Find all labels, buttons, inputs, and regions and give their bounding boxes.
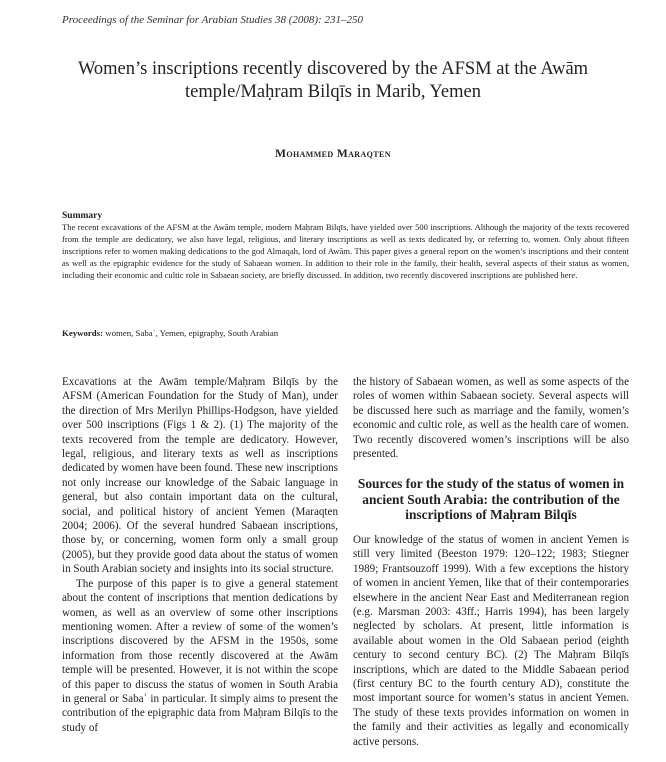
body-paragraph: The purpose of this paper is to give a general statement about the content of inscriptions that mention dedications by women, as well as an overview of some other inscriptions mentioning women. After a review of some of the women’s inscriptions discovered by the AFSM in the 1950s, some information from those recently discovered at the Awām temple will be presented. However, it is not within the scope of this paper to discuss the status of women in South Arabia in general or Sabaʾ in particular. It simply aims to present the contribution of the epigraphic data from Maḥram Bilqīs to the study of xyxy=(62,577,338,734)
body-column-left xyxy=(62,375,338,735)
body-paragraph: Excavations at the Awām temple/Maḥram Bilqīs by the AFSM (American Foundation for the Study of Man), under the direction of Mrs Merilyn Phillips-Hodgson, have yielded over 500 inscriptions (Figs 1 & 2). (1) The majority of the texts recovered from the temple are dedicatory. However, legal, religious, and literary texts as well as inscriptions dedicated by women have been found. These new inscriptions not only increase our knowledge of the Sabaic language in general, but also contain important data on the cultural, social, and political history of ancient Yemen (Maraqten 2004; 2006). Of the several hundred Sabaean inscriptions, those by, or concerning, women form only a small group (2005), but they provide good data about the status of women in South Arabian society and insights into its social structure. xyxy=(62,376,338,576)
body-paragraph: Our knowledge of the status of women in ancient Yemen is still very limited (Beeston 1979: 120–122; 1983; Stiegner 1989; Frantsouzoff 1999). With a few exceptions the history of women in ancient Yemen, like that of their contemporaries elsewhere in the ancient Near East and Mediterranean region (e.g. Marsman 2003: 43ff.; Harris 1994), has been largely neglected by scholars. At present, little information is available about women in the Old Sabaean period (eighth century to second century BC). (2) The Maḥram Bilqīs inscriptions, which are dated to the Middle Sabaean period (first century BC to the fourth century AD), constitute the most important source for women’s status in ancient Yemen. The study of these texts provides information on women in the family and their activities as legally and economically active persons. xyxy=(353,533,629,748)
article-title: Women’s inscriptions recently discovered by the AFSM at the Awām temple/Maḥram Bilqīs in Marib, Yemen xyxy=(77,59,589,102)
running-head: Proceedings of the Seminar for Arabian Studies 38 (2008): 231–250 xyxy=(62,14,363,26)
body-paragraph: the history of Sabaean women, as well as some aspects of the roles of women within Sabaean society. Several aspects will be discussed here such as marriage and the family, women’s economic and cultic role, as well as the health care of women. Two recently discovered women’s inscriptions will be also presented. xyxy=(353,376,629,461)
summary-block xyxy=(62,210,629,282)
keywords-line xyxy=(62,328,629,338)
summary-text: The recent excavations of the AFSM at the Awām temple, modern Maḥram Bilqīs, have yielded over 500 inscriptions. Although the majority of the texts recovered from the temple are dedicatory, we also have legal, religious, and literary inscriptions as well as texts dedicated by, or referring to, women. Only about fifteen inscriptions refer to women making dedications to the god Almaqah, lord of Awām. This paper gives a general report on the women’s inscriptions and their content as well as the epigraphic evidence for the study of Sabaean women. In addition to their role in the family, their health, several aspects of their status as women, including their economic and cultic role in Sabaean society, are briefly discussed. In addition, two recently discovered inscriptions are published here. xyxy=(62,222,629,280)
summary-heading: Summary xyxy=(62,211,103,221)
body-column-right xyxy=(353,375,629,749)
section-heading: Sources for the study of the status of women in ancient South Arabia: the contribution of the inscriptions of Maḥram Bilqīs xyxy=(357,476,625,523)
keywords-text: women, Sabaʾ, Yemen, epigraphy, South Arabian xyxy=(105,328,279,338)
author-name: Mohammed Maraqten xyxy=(275,148,391,160)
keywords-label: Keywords: xyxy=(62,328,104,338)
